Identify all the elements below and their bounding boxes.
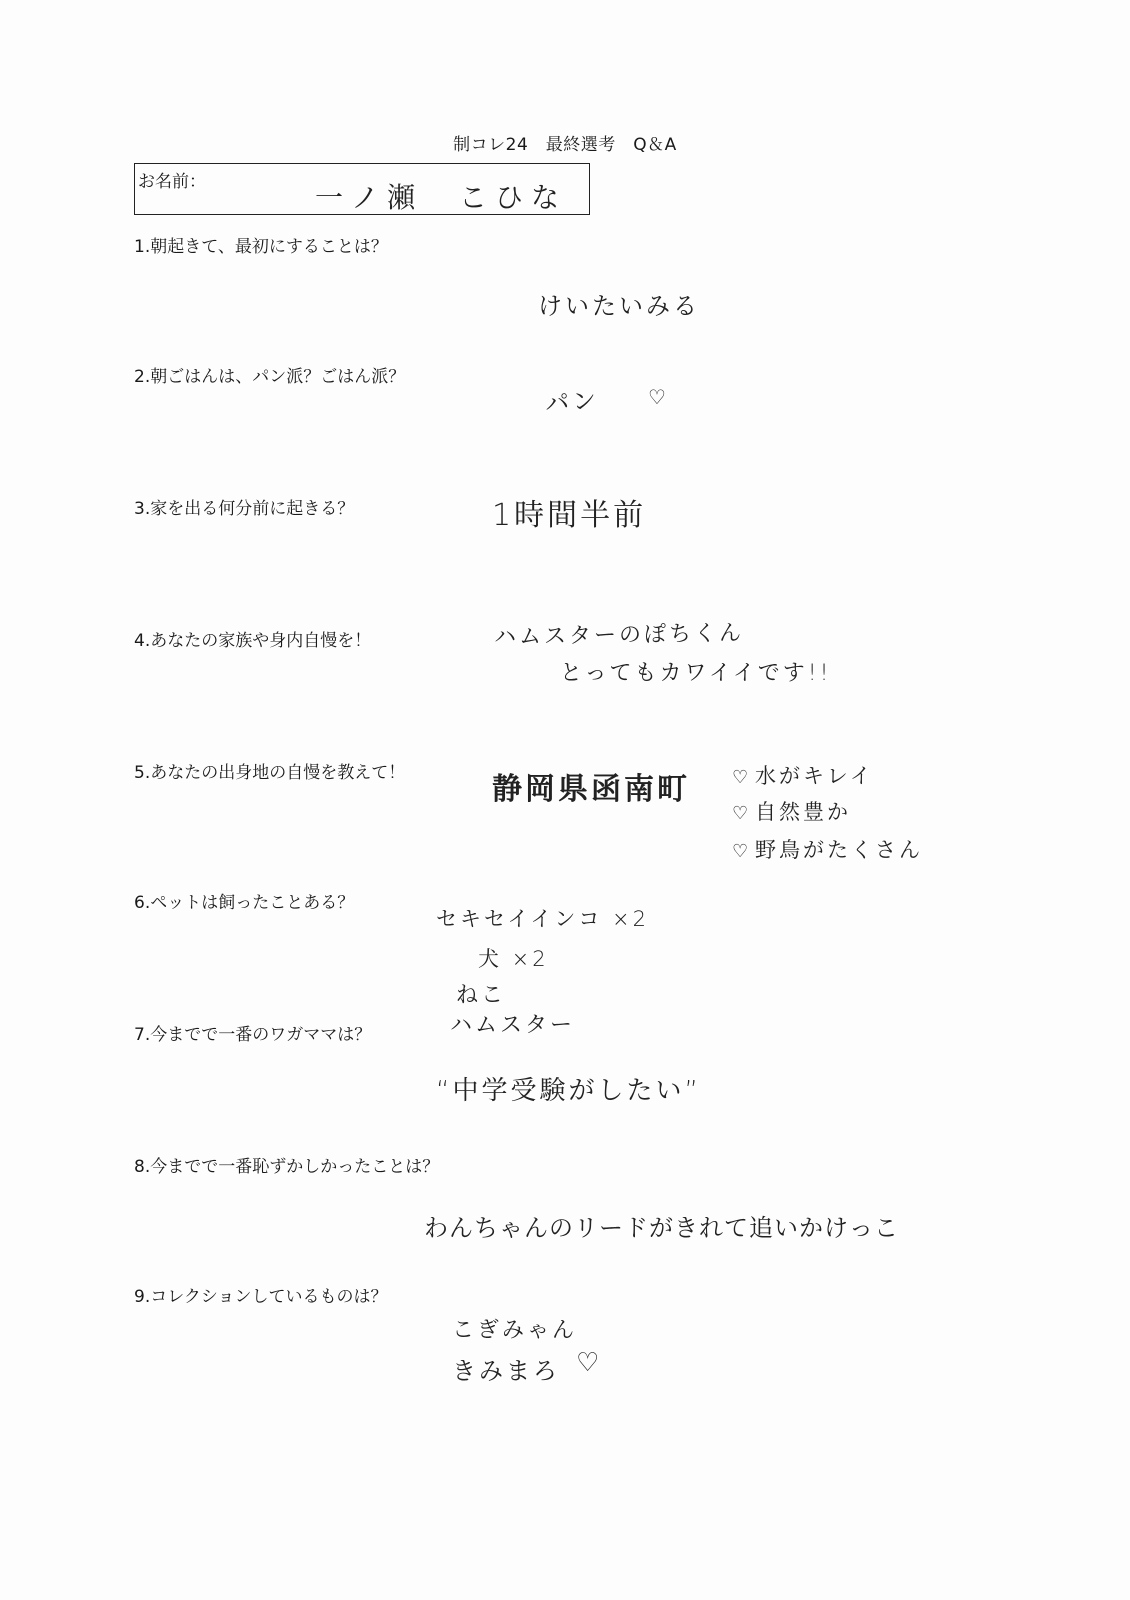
question-8: 8.今までで一番恥ずかしかったことは？	[134, 1157, 440, 1177]
answer-6-line-4: ハムスター	[450, 1013, 576, 1038]
answer-8: わんちゃんのリードがきれて追いかけっこ	[424, 1214, 899, 1242]
heart-icon: ♡	[732, 767, 751, 788]
answer-2: パン	[544, 386, 601, 418]
question-4: 4.あなたの家族や身内自慢を！	[134, 631, 372, 651]
question-9: 9.コレクションしているものは？	[134, 1287, 388, 1307]
heart-icon: ♡	[576, 1348, 603, 1378]
heart-icon: ♡	[732, 803, 751, 824]
answer-6-line-2: 犬 ×2	[478, 947, 549, 971]
answer-1: けいたいみる	[538, 292, 700, 320]
answer-4-line-2: とってもカワイイです!!	[560, 661, 832, 686]
name-value: 一ノ瀬 こひな	[315, 181, 568, 214]
question-3: 3.家を出る何分前に起きる？	[134, 499, 355, 519]
question-1: 1.朝起きて、最初にすることは？	[134, 237, 388, 257]
sheet-title: 制コレ24 最終選考 Q＆A	[453, 135, 677, 155]
answer-4-line-1: ハムスターのぽちくん	[493, 620, 745, 651]
answer-6-line-3: ねこ	[456, 983, 507, 1008]
answer-7: “中学受験がしたい”	[436, 1076, 701, 1106]
name-field	[134, 163, 590, 215]
answer-3: 1時間半前	[492, 498, 647, 533]
question-6: 6.ペットは飼ったことある？	[134, 893, 355, 913]
answer-5-bullet-2: ♡ 自然豊か	[732, 800, 851, 824]
question-2: 2.朝ごはんは、パン派？ごはん派？	[134, 367, 406, 387]
heart-icon: ♡	[732, 841, 751, 862]
question-7: 7.今までで一番のワガママは？	[134, 1025, 372, 1045]
answer-5-bullet-3: ♡ 野鳥がたくさん	[732, 838, 923, 862]
answer-9-line-1: こぎみゃん	[452, 1318, 578, 1343]
answer-5-bullet-1: ♡ 水がキレイ	[732, 764, 874, 788]
question-5: 5.あなたの出身地の自慢を教えて！	[134, 763, 406, 783]
answer-5: 静岡県函南町	[492, 772, 690, 807]
answer-6-line-1: セキセイインコ ×2	[436, 907, 649, 931]
answer-9-line-2: きみまろ	[452, 1357, 560, 1385]
name-label: お名前：	[138, 172, 206, 192]
heart-icon: ♡	[648, 385, 669, 409]
